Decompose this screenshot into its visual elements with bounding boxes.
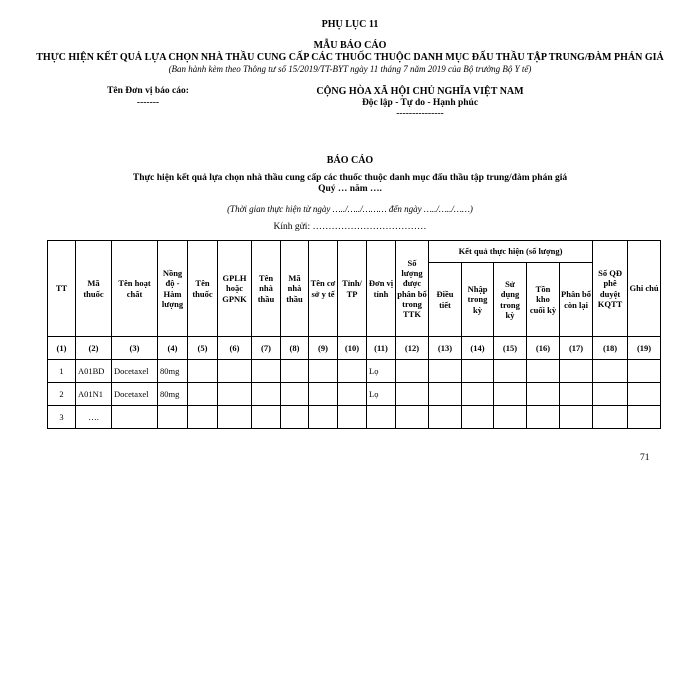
cell-unit: Lọ [367, 383, 396, 406]
cell-empty [252, 406, 281, 429]
cell-empty [252, 360, 281, 383]
column-number: (19) [628, 337, 661, 360]
column-number: (7) [252, 337, 281, 360]
report-table [47, 240, 661, 429]
reporting-unit-label: Tên Đơn vị báo cáo: [107, 86, 189, 96]
cell-empty [396, 360, 429, 383]
column-number: (12) [396, 337, 429, 360]
cell-empty [281, 383, 309, 406]
national-motto: Độc lập - Tự do - Hạnh phúc [361, 98, 479, 108]
cell-empty [593, 406, 628, 429]
column-number: (15) [494, 337, 527, 360]
cell-empty [494, 383, 527, 406]
column-number: (10) [338, 337, 367, 360]
national-motto-divider: --------------- [396, 109, 444, 119]
cell-empty [188, 383, 218, 406]
cell-empty [628, 406, 661, 429]
cell-empty [188, 360, 218, 383]
header-contractor: Tên nhà thầu [252, 241, 281, 337]
report-title: BÁO CÁO [326, 155, 374, 166]
cell-empty [527, 383, 560, 406]
header-results-group: Kết quả thực hiện (số lượng) [429, 241, 593, 263]
cell-empty [527, 360, 560, 383]
header-drug-code: Mã thuốc [76, 241, 112, 337]
header-decision-no: Số QĐ phê duyệt KQTT [593, 241, 628, 337]
header-used: Sử dụng trong kỳ [494, 263, 527, 337]
cell-active-ingredient: Docetaxel [112, 360, 158, 383]
column-number: (5) [188, 337, 218, 360]
cell-concentration [158, 406, 188, 429]
cell-concentration: 80mg [158, 383, 188, 406]
cell-empty [593, 383, 628, 406]
appendix-label: PHỤ LỤC 11 [321, 19, 379, 30]
header-imported: Nhập trong kỳ [462, 263, 494, 337]
cell-tt: 3 [48, 406, 76, 429]
cell-empty [560, 406, 593, 429]
reporting-unit-divider: ------- [136, 98, 160, 108]
cell-active-ingredient [112, 406, 158, 429]
cell-empty [188, 406, 218, 429]
column-number: (6) [218, 337, 252, 360]
cell-empty [218, 360, 252, 383]
header-approved-qty: Số lượng được phân bổ trong TTK [396, 241, 429, 337]
header-drug-name: Tên thuốc [188, 241, 218, 337]
cell-empty [628, 383, 661, 406]
cell-empty [494, 360, 527, 383]
header-ending-stock: Tồn kho cuối kỳ [527, 263, 560, 337]
column-number: (2) [76, 337, 112, 360]
cell-empty [281, 406, 309, 429]
cell-unit: Lọ [367, 360, 396, 383]
header-remaining: Phân bổ còn lại [560, 263, 593, 337]
header-facility: Tên cơ sở y tế [309, 241, 338, 337]
column-number: (17) [560, 337, 593, 360]
cell-empty [593, 360, 628, 383]
column-number: (18) [593, 337, 628, 360]
header-transfer: Điều tiết [429, 263, 462, 337]
cell-unit [367, 406, 396, 429]
header-gplh: GPLH hoặc GPNK [218, 241, 252, 337]
cell-empty [429, 383, 462, 406]
cell-empty [218, 406, 252, 429]
cell-empty [560, 383, 593, 406]
header-note: Ghi chú [628, 241, 661, 337]
cell-concentration: 80mg [158, 360, 188, 383]
table-row [48, 406, 661, 429]
cell-empty [494, 406, 527, 429]
cell-tt: 1 [48, 360, 76, 383]
header-active-ingredient: Tên hoạt chất [112, 241, 158, 337]
column-number: (1) [48, 337, 76, 360]
report-recipient: Kính gửi: ……………………………… [273, 222, 427, 232]
cell-empty [429, 406, 462, 429]
column-number-row [48, 337, 661, 360]
cell-empty [462, 406, 494, 429]
form-title: MẪU BÁO CÁO [313, 40, 387, 51]
cell-drug-code: A01BD [76, 360, 112, 383]
table-row [48, 360, 661, 383]
cell-empty [560, 360, 593, 383]
header-province: Tỉnh/ TP [338, 241, 367, 337]
report-period: Quý … năm …. [318, 184, 382, 194]
header-unit: Đơn vị tính [367, 241, 396, 337]
cell-empty [338, 383, 367, 406]
report-subtitle: Thực hiện kết quả lựa chọn nhà thầu cung cấp các thuốc thuộc danh mục đấu thầu tập trung/đàm phán giá [132, 173, 568, 183]
cell-drug-code: A01N1 [76, 383, 112, 406]
cell-empty [252, 383, 281, 406]
page-number: 71 [640, 453, 650, 463]
issued-by-note: (Ban hành kèm theo Thông tư số 15/2019/TT-BYT ngày 11 tháng 7 năm 2019 của Bộ trưởng Bộ Y tế) [168, 64, 532, 74]
header-tt: TT [48, 241, 76, 337]
column-number: (16) [527, 337, 560, 360]
header-contractor-code: Mã nhà thầu [281, 241, 309, 337]
national-title: CỘNG HÒA XÃ HỘI CHỦ NGHĨA VIỆT NAM [316, 86, 524, 97]
cell-empty [396, 406, 429, 429]
table-row [48, 383, 661, 406]
report-time-range: (Thời gian thực hiện từ ngày …../…../……… đến ngày …../…../……) [227, 204, 473, 214]
main-title: THỰC HIỆN KẾT QUẢ LỰA CHỌN NHÀ THẦU CUNG CẤP CÁC THUỐC THUỘC DANH MỤC ĐẤU THẦU TẬP TRUNG/ĐÀM PHÁN GIÁ [36, 52, 664, 63]
cell-empty [462, 360, 494, 383]
cell-empty [338, 406, 367, 429]
cell-active-ingredient: Docetaxel [112, 383, 158, 406]
cell-empty [309, 383, 338, 406]
cell-empty [462, 383, 494, 406]
header-concentration: Nồng độ - Hàm lượng [158, 241, 188, 337]
column-number: (3) [112, 337, 158, 360]
column-number: (13) [429, 337, 462, 360]
cell-empty [628, 360, 661, 383]
column-number: (14) [462, 337, 494, 360]
column-number: (11) [367, 337, 396, 360]
cell-empty [309, 406, 338, 429]
cell-empty [338, 360, 367, 383]
column-number: (9) [309, 337, 338, 360]
cell-empty [396, 383, 429, 406]
cell-tt: 2 [48, 383, 76, 406]
cell-empty [527, 406, 560, 429]
column-number: (8) [281, 337, 309, 360]
cell-empty [218, 383, 252, 406]
cell-empty [309, 360, 338, 383]
cell-empty [429, 360, 462, 383]
cell-empty [281, 360, 309, 383]
cell-drug-code: …. [76, 406, 112, 429]
column-number: (4) [158, 337, 188, 360]
